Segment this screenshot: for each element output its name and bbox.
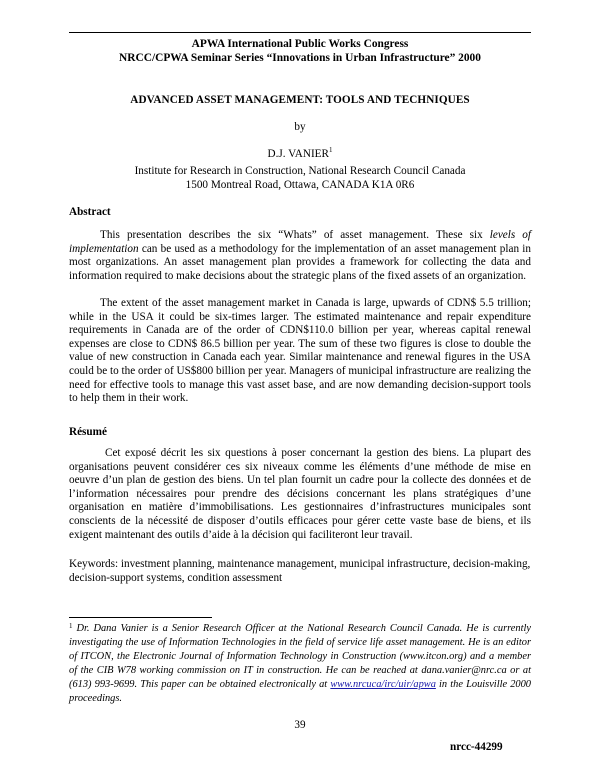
abstract-paragraph-1 <box>69 229 531 283</box>
footnote-marker: 1 <box>328 146 333 154</box>
footnote-number: 1 <box>69 622 73 630</box>
author-footnote <box>69 622 531 705</box>
resume-paragraph: Cet exposé décrit les six questions à poser concernant la gestion des biens. La plupart des organisations peuvent considérer ces six niveaux comme les éléments d’une méthode de mise en oeuvre d’un plan de gestion des biens. Un tel plan fournit un cadre pour la collecte des données et de l’information nécessaires pour prendre des décisions concernant les plans stratégiques d’une organisation en matière d’immobilisations. Les gestionnaires d’infrastructures municipales sont conscients de la nécessité de disposer d’outils efficaces pour gérer cette vaste base de biens, et ils exigent maintenant des outils d’aide à la décision qui faciliteront leur travail. <box>69 447 531 541</box>
seminar-series-header: NRCC/CPWA Seminar Series “Innovations in Urban Infrastructure” 2000 <box>119 52 481 64</box>
resume-heading: Résumé <box>69 426 107 438</box>
paper-title: ADVANCED ASSET MANAGEMENT: TOOLS AND TECHNIQUES <box>130 94 470 106</box>
page-number: 39 <box>294 719 306 731</box>
proceedings-link[interactable]: www.nrcuca/irc/uir/apwa <box>330 678 436 690</box>
conference-header: APWA International Public Works Congress <box>191 38 409 50</box>
abstract-p1-end: can be used as a methodology for the implementation of an asset management plan in most organizations. An asset management plan provides a framework for collecting the data and information required to make decisions about the strategic plans of the fixed assets of an organization. <box>69 242 531 282</box>
abstract-paragraph-2: The extent of the asset management market in Canada is large, upwards of CDN$ 5.5 trillion; while in the USA it could be six-times larger. The estimated maintenance and repair expenditure requirements in Canada are of the order of CDN$110.0 billion per year, whereas capital renewal expenses are close to CDN$ 86.5 billion per year. The sum of these two figures is close to double the value of new construction in Canada each year. Similar maintenance and renewal figures in the USA could be to the order of US$800 billion per year. Managers of municipal infrastructure are realizing the need for effective tools to manage this vast asset base, and are now demanding decision-support tools to help them in their work. <box>69 297 531 405</box>
footnote-text-end: in the Louisville 2000 proceedings. <box>69 678 531 704</box>
abstract-heading: Abstract <box>69 206 111 218</box>
affiliation-address: 1500 Montreal Road, Ottawa, CANADA K1A 0R6 <box>185 179 415 191</box>
document-id: nrcc-44299 <box>450 741 503 753</box>
abstract-p1-emphasis: levels of implementation <box>69 229 532 255</box>
abstract-p1-start: This presentation describes the six “Whats” of asset management. These six <box>100 229 490 241</box>
footnote-rule <box>69 617 212 618</box>
byline: by <box>294 121 306 133</box>
footnote-text: Dr. Dana Vanier is a Senior Research Officer at the National Research Council Canada. He is currently investigating the use of Information Technologies in the field of service life asset management. He is an editor of ITCON, the Electronic Journal of Information Technology in Construction (www.itcon.org) and a member of the CIB W78 working commission on IT in construction. He can be reached at dana.vanier@nrc.ca or at (613) 993-9699. This paper can be obtained electronically at <box>69 623 531 690</box>
keywords: Keywords: investment planning, maintenance management, municipal infrastructure, decision-making, decision-support systems, condition assessment <box>69 558 531 584</box>
affiliation <box>0 164 600 192</box>
author-name-text: D.J. VANIER <box>267 148 329 160</box>
header-rule <box>69 32 531 33</box>
author-name <box>0 148 600 160</box>
affiliation-institute: Institute for Research in Construction, National Research Council Canada <box>134 165 466 177</box>
